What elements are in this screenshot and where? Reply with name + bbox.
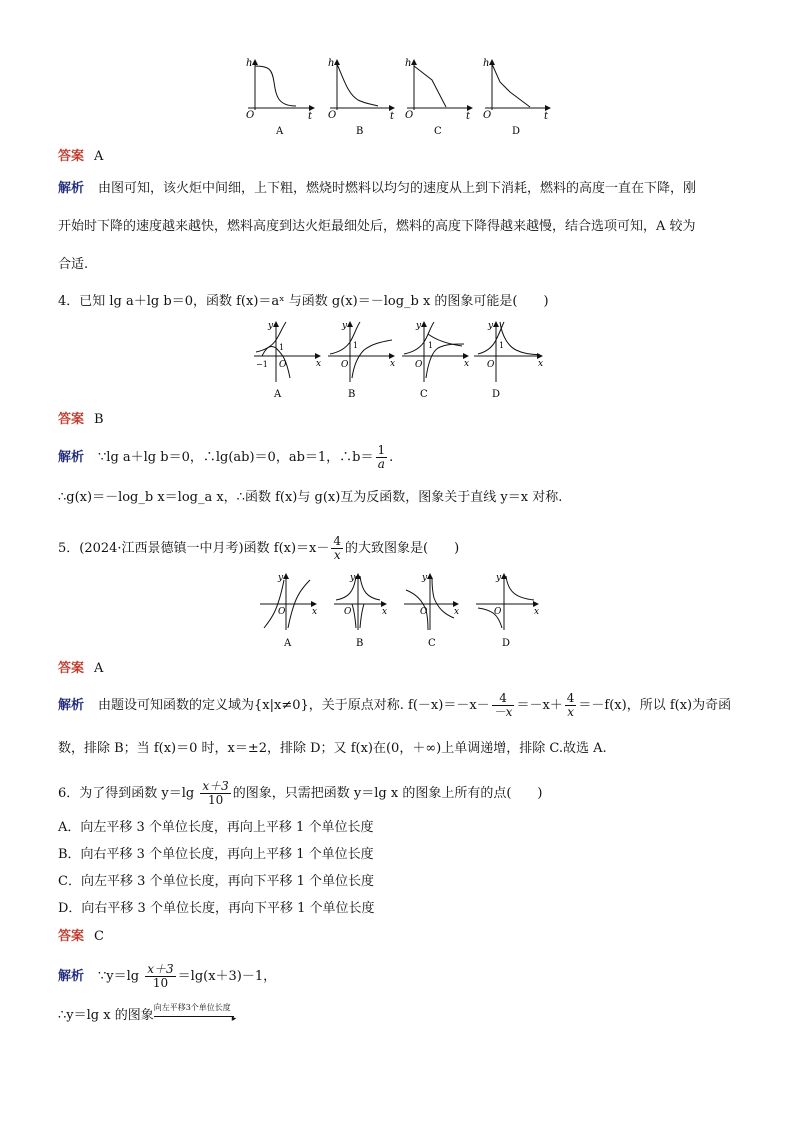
svg-text:O: O (483, 110, 492, 121)
q4-graph-b (328, 321, 395, 382)
svg-text:y: y (496, 573, 502, 583)
q5-graphs (258, 570, 548, 650)
svg-text:x: x (538, 359, 544, 369)
option-b-label: B (356, 126, 364, 137)
q3-graph-b (328, 58, 395, 122)
q3-graph-a (246, 58, 314, 122)
q6-option-d: D．向右平移 3 个单位长度，再向下平移 1 个单位长度 (58, 901, 375, 916)
axis-h-label: h (246, 58, 253, 69)
svg-text:C: C (420, 389, 428, 400)
svg-text:x: x (382, 607, 388, 617)
svg-text:y: y (422, 573, 428, 583)
svg-text:O: O (246, 110, 255, 121)
q6-stem: 6．为了得到函数 y＝lg $\frac{x+3}{10}$ 的图象，只需把函数 y＝lg x 的图象上所有的点( ) (58, 779, 543, 807)
svg-text:t: t (544, 111, 549, 122)
svg-text:O: O (487, 360, 495, 370)
svg-text:O: O (405, 110, 414, 121)
svg-text:y: y (268, 321, 274, 331)
svg-text:x: x (312, 607, 318, 617)
svg-text:1: 1 (428, 341, 434, 350)
svg-text:D: D (492, 389, 501, 400)
q3-explain-line1: 解析 由图可知，该火炬中间细，上下粗，燃烧时燃料以均匀的速度从上到下消耗，燃料的高度一直在下降，刚 (58, 181, 697, 196)
q3-graphs (240, 52, 560, 138)
svg-text:O: O (415, 360, 423, 370)
q5-graph-c (404, 573, 459, 630)
svg-text:x: x (464, 359, 470, 369)
transform-arrow: 向左平移3个单位长度 ▸ (153, 1003, 237, 1024)
q6-option-a: A．向左平移 3 个单位长度，再向上平移 1 个单位长度 (58, 820, 374, 835)
svg-text:y: y (488, 321, 494, 331)
svg-text:1: 1 (353, 341, 359, 350)
svg-text:O: O (420, 607, 428, 617)
q4-answer: 答案 B (58, 412, 104, 427)
q6-option-b: B．向右平移 3 个单位长度，再向上平移 1 个单位长度 (58, 847, 374, 862)
q4-graphs (252, 318, 552, 400)
q5-graph-a (260, 573, 317, 630)
svg-text:1: 1 (499, 341, 505, 350)
option-d-label: D (512, 126, 521, 137)
svg-text:h: h (405, 58, 412, 69)
svg-text:y: y (342, 321, 348, 331)
svg-text:O: O (279, 360, 287, 370)
svg-text:t: t (466, 111, 471, 122)
option-a-label: A (276, 126, 284, 137)
q3-graph-d (483, 58, 550, 122)
q5-explain-line1: 解析 由题设可知函数的定义域为{x|x≠0}，关于原点对称. f(－x)＝－x－ $\frac{4}{-x}$ ＝－x＋ $\frac{4}{x}$ ＝－f(x)，所以 f(x)为奇函 (58, 691, 732, 719)
svg-text:A: A (274, 389, 282, 400)
svg-text:A: A (284, 638, 292, 649)
q5-answer: 答案 A (58, 661, 104, 676)
svg-text:t: t (390, 111, 395, 122)
q6-explain-line2: ∴y＝lg x 的图象 向左平移3个单位长度 ▸ (58, 1008, 244, 1024)
svg-text:t: t (308, 111, 313, 122)
q5-graph-b (334, 573, 387, 630)
q6-answer: 答案 C (58, 929, 104, 944)
q3-graph-c (405, 58, 472, 122)
q5-explain-line2: 数，排除 B；当 f(x)＝0 时，x＝±2，排除 D；又 f(x)在(0，＋∞)上单调递增，排除 C.故选 A. (58, 741, 607, 756)
q5-stem: 5．(2024·江西景德镇一中月考)函数 f(x)＝x－ $\frac{4}{x}$ 的大致图象是( ) (58, 534, 460, 562)
svg-text:x: x (534, 607, 540, 617)
q4-graph-c (402, 321, 469, 382)
q3-explain-line2: 开始时下降的速度越来越快，燃料高度到达火炬最细处后，燃料的高度下降得越来越慢，结合选项可知，A 较为 (58, 219, 696, 234)
svg-text:O: O (494, 607, 502, 617)
svg-text:O: O (344, 607, 352, 617)
svg-text:x: x (390, 359, 396, 369)
svg-text:h: h (328, 58, 335, 69)
svg-text:h: h (483, 58, 490, 69)
svg-text:B: B (348, 389, 356, 400)
svg-text:O: O (328, 110, 337, 121)
svg-text:x: x (454, 607, 460, 617)
svg-text:x: x (316, 359, 322, 369)
q4-graph-d (474, 321, 543, 382)
q4-stem: 4．已知 lg a＋lg b＝0，函数 f(x)＝aˣ 与函数 g(x)＝－log_b x 的图象可能是( ) (58, 294, 549, 309)
svg-text:y: y (350, 573, 356, 583)
q4-explain-line2: ∴g(x)＝－log_b x＝log_a x，∴函数 f(x)与 g(x)互为反函数，图象关于直线 y＝x 对称. (58, 490, 563, 505)
svg-text:C: C (428, 638, 436, 649)
option-c-label: C (434, 126, 442, 137)
q5-graph-d (476, 573, 539, 630)
q3-explain-line3: 合适. (58, 257, 89, 272)
svg-text:B: B (356, 638, 364, 649)
q3-answer: 答案 A (58, 149, 104, 164)
q4-explain-line1: 解析 ∵lg a＋lg b＝0，∴lg(ab)＝0，ab＝1，∴b＝ $\frac{1}{a}$ . (58, 443, 394, 471)
q6-explain-line1: 解析 ∵y＝lg $\frac{x+3}{10}$ ＝lg(x＋3)－1， (58, 962, 277, 990)
svg-text:y: y (278, 573, 284, 583)
svg-text:1: 1 (279, 343, 285, 352)
svg-text:D: D (502, 638, 511, 649)
svg-text:O: O (341, 360, 349, 370)
q6-option-c: C．向左平移 3 个单位长度，再向下平移 1 个单位长度 (58, 874, 375, 889)
svg-text:y: y (416, 321, 422, 331)
svg-text:O: O (278, 607, 286, 617)
q4-graph-a (254, 321, 321, 382)
svg-text:−1: −1 (256, 360, 268, 369)
